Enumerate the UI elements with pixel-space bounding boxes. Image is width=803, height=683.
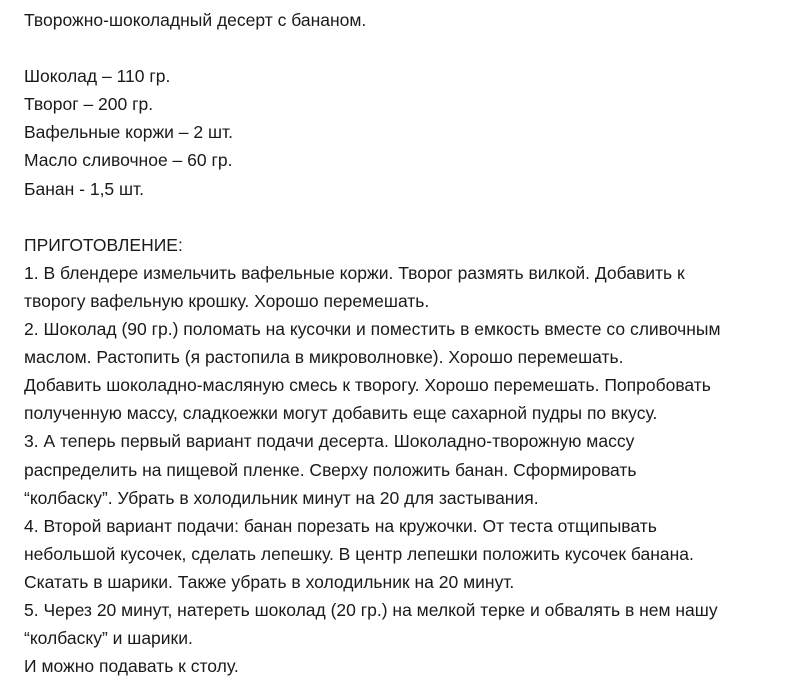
method-line: Добавить шоколадно-масляную смесь к творогу. Хорошо перемешать. Попробовать — [24, 375, 711, 396]
ingredient-item: Вафельные коржи – 2 шт. — [24, 122, 233, 143]
method-line: 2. Шоколад (90 гр.) поломать на кусочки и поместить в емкость вместе со сливочным — [24, 319, 721, 340]
ingredients-list — [24, 62, 793, 202]
method-line: 3. А теперь первый вариант подачи десерта. Шоколадно-творожную массу — [24, 431, 635, 452]
method-section — [24, 231, 793, 681]
recipe-title: Творожно-шоколадный десерт с бананом. — [24, 10, 367, 30]
spacer — [24, 34, 793, 62]
method-heading: ПРИГОТОВЛЕНИЕ: — [24, 234, 183, 255]
ingredient-item: Шоколад – 110 гр. — [24, 66, 171, 87]
spacer — [24, 203, 793, 231]
method-line: И можно подавать к столу. — [24, 656, 239, 677]
ingredient-item: Масло сливочное – 60 гр. — [24, 150, 233, 171]
method-line: 1. В блендере измельчить вафельные коржи. Творог размять вилкой. Добавить к — [24, 262, 685, 283]
method-line: распределить на пищевой пленке. Сверху положить банан. Сформировать — [24, 459, 637, 480]
method-line: “колбаску”. Убрать в холодильник минут на 20 для застывания. — [24, 487, 539, 508]
method-line: маслом. Растопить (я растопила в микроволновке). Хорошо перемешать. — [24, 347, 624, 368]
method-line: полученную массу, сладкоежки могут добавить еще сахарной пудры по вкусу. — [24, 403, 658, 424]
method-line: Скатать в шарики. Также убрать в холодильник на 20 минут. — [24, 571, 515, 592]
method-line: творогу вафельную крошку. Хорошо перемешать. — [24, 290, 430, 311]
ingredient-item: Творог – 200 гр. — [24, 94, 154, 115]
method-line: 4. Второй вариант подачи: банан порезать на кружочки. От теста отщипывать — [24, 515, 657, 536]
method-line: “колбаску” и шарики. — [24, 628, 193, 649]
method-line: небольшой кусочек, сделать лепешку. В центр лепешки положить кусочек банана. — [24, 543, 694, 564]
method-line: 5. Через 20 минут, натереть шоколад (20 гр.) на мелкой терке и обвалять в нем нашу — [24, 599, 718, 620]
ingredient-item: Банан - 1,5 шт. — [24, 178, 144, 199]
